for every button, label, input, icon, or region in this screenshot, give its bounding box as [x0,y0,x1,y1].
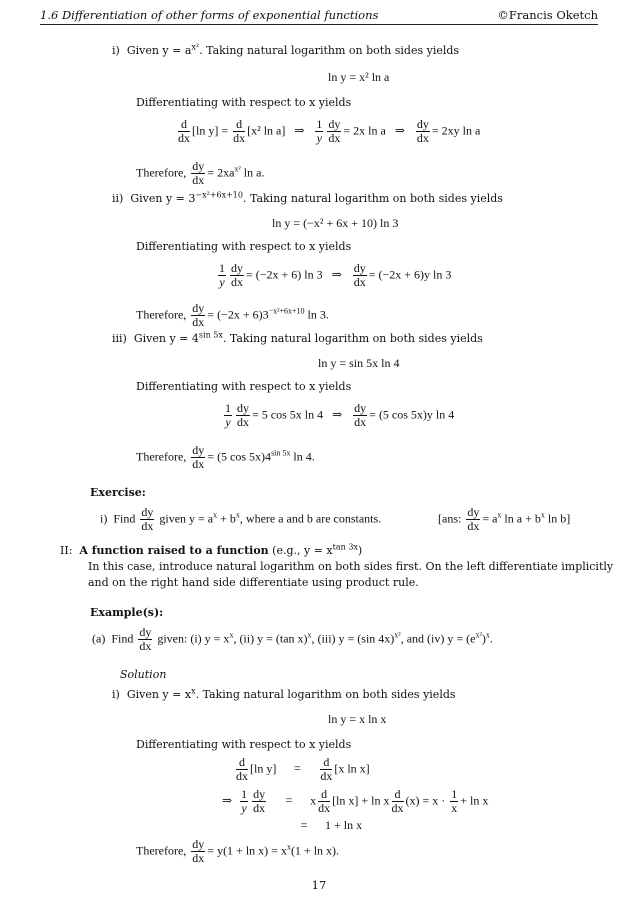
part-ii-therefore: Therefore, $\frac{dy}{dx}$ = $(-2x + 6)3^{-x^2+6x+10}$ ln 3. [136,301,329,330]
part-i-therefore: Therefore, $\frac{dy}{dx}$ = $2xa^{x^2}$ ln a. [136,159,265,188]
part-ii-diff: Differentiating with respect to x yields [136,240,352,253]
section-title: 1.6 Differentiation of other forms of exponential functions [40,8,379,22]
part-ii-given: ii) Given $y = 3^{-x^2+6x+10}$. Taking natural logarithm on both sides yields [112,190,503,205]
exercise-title: Exercise: [90,486,146,499]
part-i-diff: Differentiating with respect to x yields [136,96,352,109]
part-i-given: i) Given $y = a^{x^2}$. Taking natural logarithm on both sides yields [112,42,460,57]
page-header [40,8,598,24]
solution-row3: = 1 + ln x [300,818,363,832]
solution-therefore: Therefore, $\frac{dy}{dx}$ = $y(1 + \ln x) = x^x(1 + \ln x)$. [136,837,340,866]
part-iii-derivation: $\frac{1}{y}$ $\frac{dy}{dx}$ = 5 cos 5x ln 4 ⇒ $\frac{dy}{dx}$ = (5 cos 5x)y ln 4 [225,401,455,430]
solution-diff: Differentiating with respect to x yields [136,738,352,751]
section-ii-heading: II: A function raised to a function (e.g., $y = x^{tan 3x}$) [60,542,363,557]
solution-given: i) Given $y = x^x$. Taking natural logarithm on both sides yields [112,686,456,701]
examples-title: Example(s): [90,606,164,619]
example-a: (a) Find $\frac{dy}{dx}$ given: (i) $y = x^x$, (ii) y = (tan x)$^x$, (iii) y = (sin 4x)$^{x^2}$, and (iv) $y = (e^{x^2})^x$. [92,625,493,654]
author-credit: ©Francis Oketch [497,8,598,22]
header-rule [40,24,598,25]
part-ii-derivation: $\frac{1}{y}$ $\frac{dy}{dx}$ = (−2x + 6) ln 3 ⇒ $\frac{dy}{dx}$ = (−2x + 6)y ln 3 [219,261,452,290]
part-i-derivation: $\frac{d}{dx}$ [ln y] = $\frac{d}{dx}$ [x² ln a] ⇒ $\frac{1}{y}$ $\frac{dy}{dx}$ = 2x ln a ⇒ $\frac{dy}{dx}$ = 2xy ln a [178,117,481,146]
solution-title: Solution [120,668,167,681]
part-ii-log-eq: ln y = (−x² + 6x + 10) ln 3 [272,216,399,230]
page-number: 17 [311,878,327,892]
section-ii-line2: and on the right hand side differentiate using product rule. [88,576,419,589]
part-iii-diff: Differentiating with respect to x yields [136,380,352,393]
solution-row1: $\frac{d}{dx}$ [ln y] = $\frac{d}{dx}$ [x ln x] [236,755,370,784]
solution-row2: ⇒ $\frac{1}{y}$ $\frac{dy}{dx}$ = x $\frac{d}{dx}$ [ln x] + ln x $\frac{d}{dx}$ (x) = x · $\frac{1}{x}$ + ln x [222,787,489,816]
exercise-item: i) Find $\frac{dy}{dx}$ given $y = a^x + b^x$, where a and b are constants. [100,505,382,534]
section-ii-line1: In this case, introduce natural logarithm on both sides first. On the left differentiate implicitly [88,560,614,573]
part-iii-log-eq: ln y = sin 5x ln 4 [318,356,400,370]
part-iii-given: iii) Given $y = 4^{sin 5x}$. Taking natural logarithm on both sides yields [112,330,483,345]
exercise-answer: [ans: $\frac{dy}{dx}$ = $a^x$ $\ln a + b^x$ ln b] [438,505,571,534]
part-iii-therefore: Therefore, $\frac{dy}{dx}$ = (5 $\cos 5x)4^{sin 5x}$ ln 4. [136,443,315,472]
solution-log-eq: ln y = x ln x [328,712,387,726]
part-i-log-eq: ln y = x² ln a [328,70,390,84]
